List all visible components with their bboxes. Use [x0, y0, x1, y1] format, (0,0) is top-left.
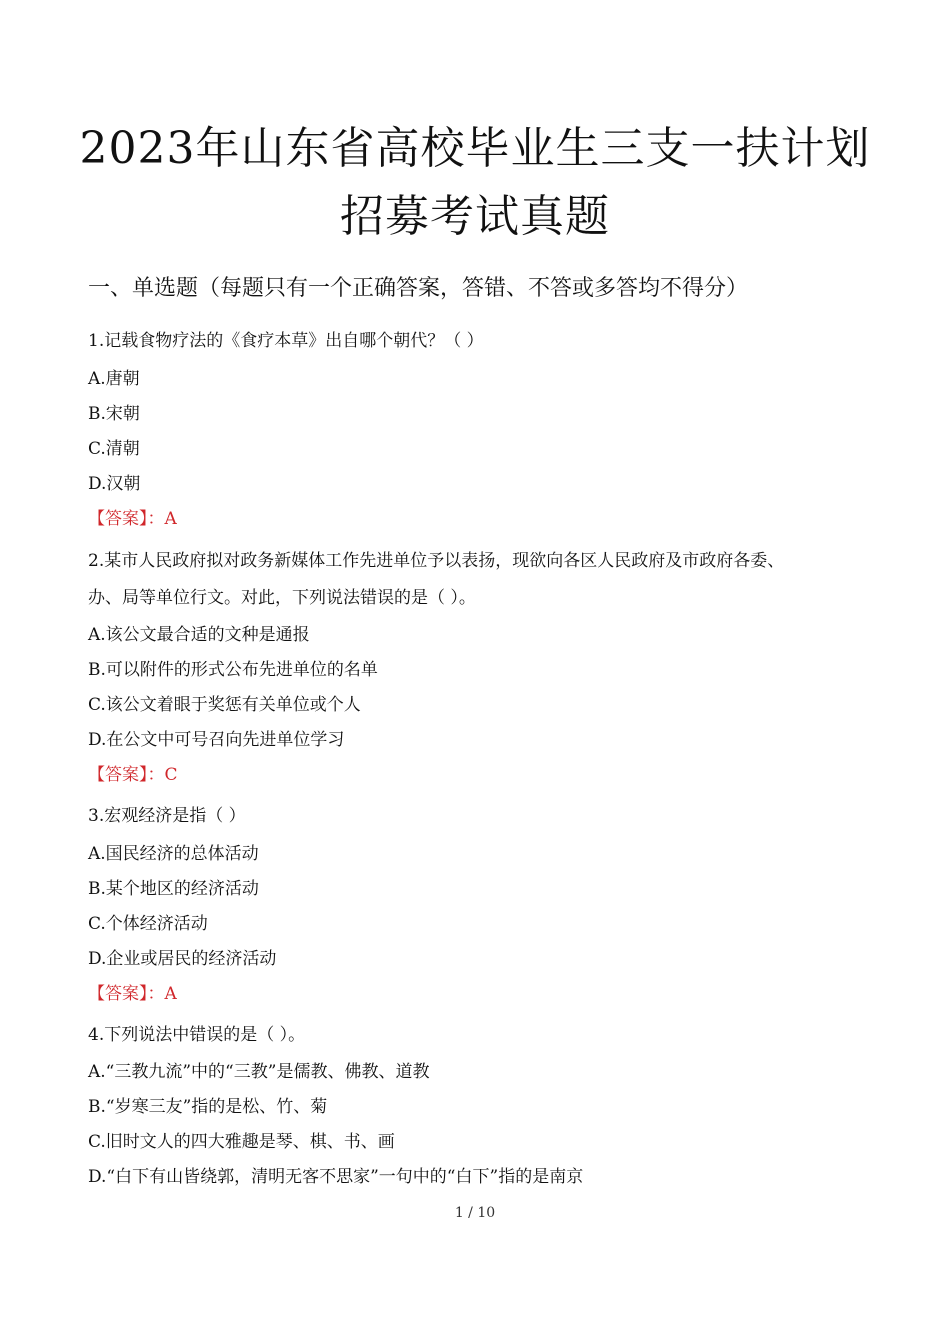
question-1-option-a: A.唐朝: [88, 369, 140, 389]
question-2-answer: [88, 763, 178, 787]
question-2-option-b: B.可以附件的形式公布先进单位的名单: [88, 660, 378, 680]
question-1-answer: [88, 507, 177, 531]
question-2-stem-line-2: 办、局等单位行文。对此，下列说法错误的是（ ）。: [88, 588, 476, 608]
question-4-option-d: D.“白下有山皆绕郭，清明无客不思家”一句中的“白下”指的是南京: [88, 1167, 584, 1187]
question-1-option-c: C.清朝: [88, 439, 140, 459]
question-1-stem: 1.记载食物疗法的《食疗本草》出自哪个朝代？（ ）: [88, 331, 484, 351]
answer-value: C: [164, 765, 178, 785]
question-3-stem: 3.宏观经济是指（ ）: [88, 806, 246, 826]
question-2-option-a: A.该公文最合适的文种是通报: [88, 625, 310, 645]
answer-label: 【答案】：: [88, 765, 165, 785]
question-3-option-b: B.某个地区的经济活动: [88, 879, 259, 899]
document-title-line-2: 招募考试真题: [340, 191, 610, 242]
answer-label: 【答案】：: [88, 984, 165, 1004]
question-2-option-d: D.在公文中可号召向先进单位学习: [88, 730, 345, 750]
question-4-option-a: A.“三教九流”中的“三教”是儒教、佛教、道教: [88, 1062, 430, 1082]
section-heading: 一、单选题（每题只有一个正确答案，答错、不答或多答均不得分）: [88, 276, 749, 301]
document-title-line-1: 2023年山东省高校毕业生三支一扶计划: [79, 123, 871, 174]
answer-label: 【答案】：: [88, 509, 165, 529]
question-1-option-b: B.宋朝: [88, 404, 140, 424]
question-3-option-c: C.个体经济活动: [88, 914, 208, 934]
answer-value: A: [164, 509, 177, 529]
question-4-stem: 4.下列说法中错误的是（ ）。: [88, 1025, 306, 1045]
question-2-option-c: C.该公文着眼于奖惩有关单位或个人: [88, 695, 361, 715]
question-3-answer: [88, 982, 177, 1006]
question-4-option-c: C.旧时文人的四大雅趣是琴、棋、书、画: [88, 1132, 395, 1152]
page-number: 1 / 10: [454, 1205, 496, 1221]
question-2-stem-line-1: 2.某市人民政府拟对政务新媒体工作先进单位予以表扬，现欲向各区人民政府及市政府各委、: [88, 551, 785, 571]
question-4-option-b: B.“岁寒三友”指的是松、竹、菊: [88, 1097, 328, 1117]
question-3-option-d: D.企业或居民的经济活动: [88, 949, 277, 969]
question-3-option-a: A.国民经济的总体活动: [88, 844, 259, 864]
question-1-option-d: D.汉朝: [88, 474, 141, 494]
answer-value: A: [164, 984, 177, 1004]
